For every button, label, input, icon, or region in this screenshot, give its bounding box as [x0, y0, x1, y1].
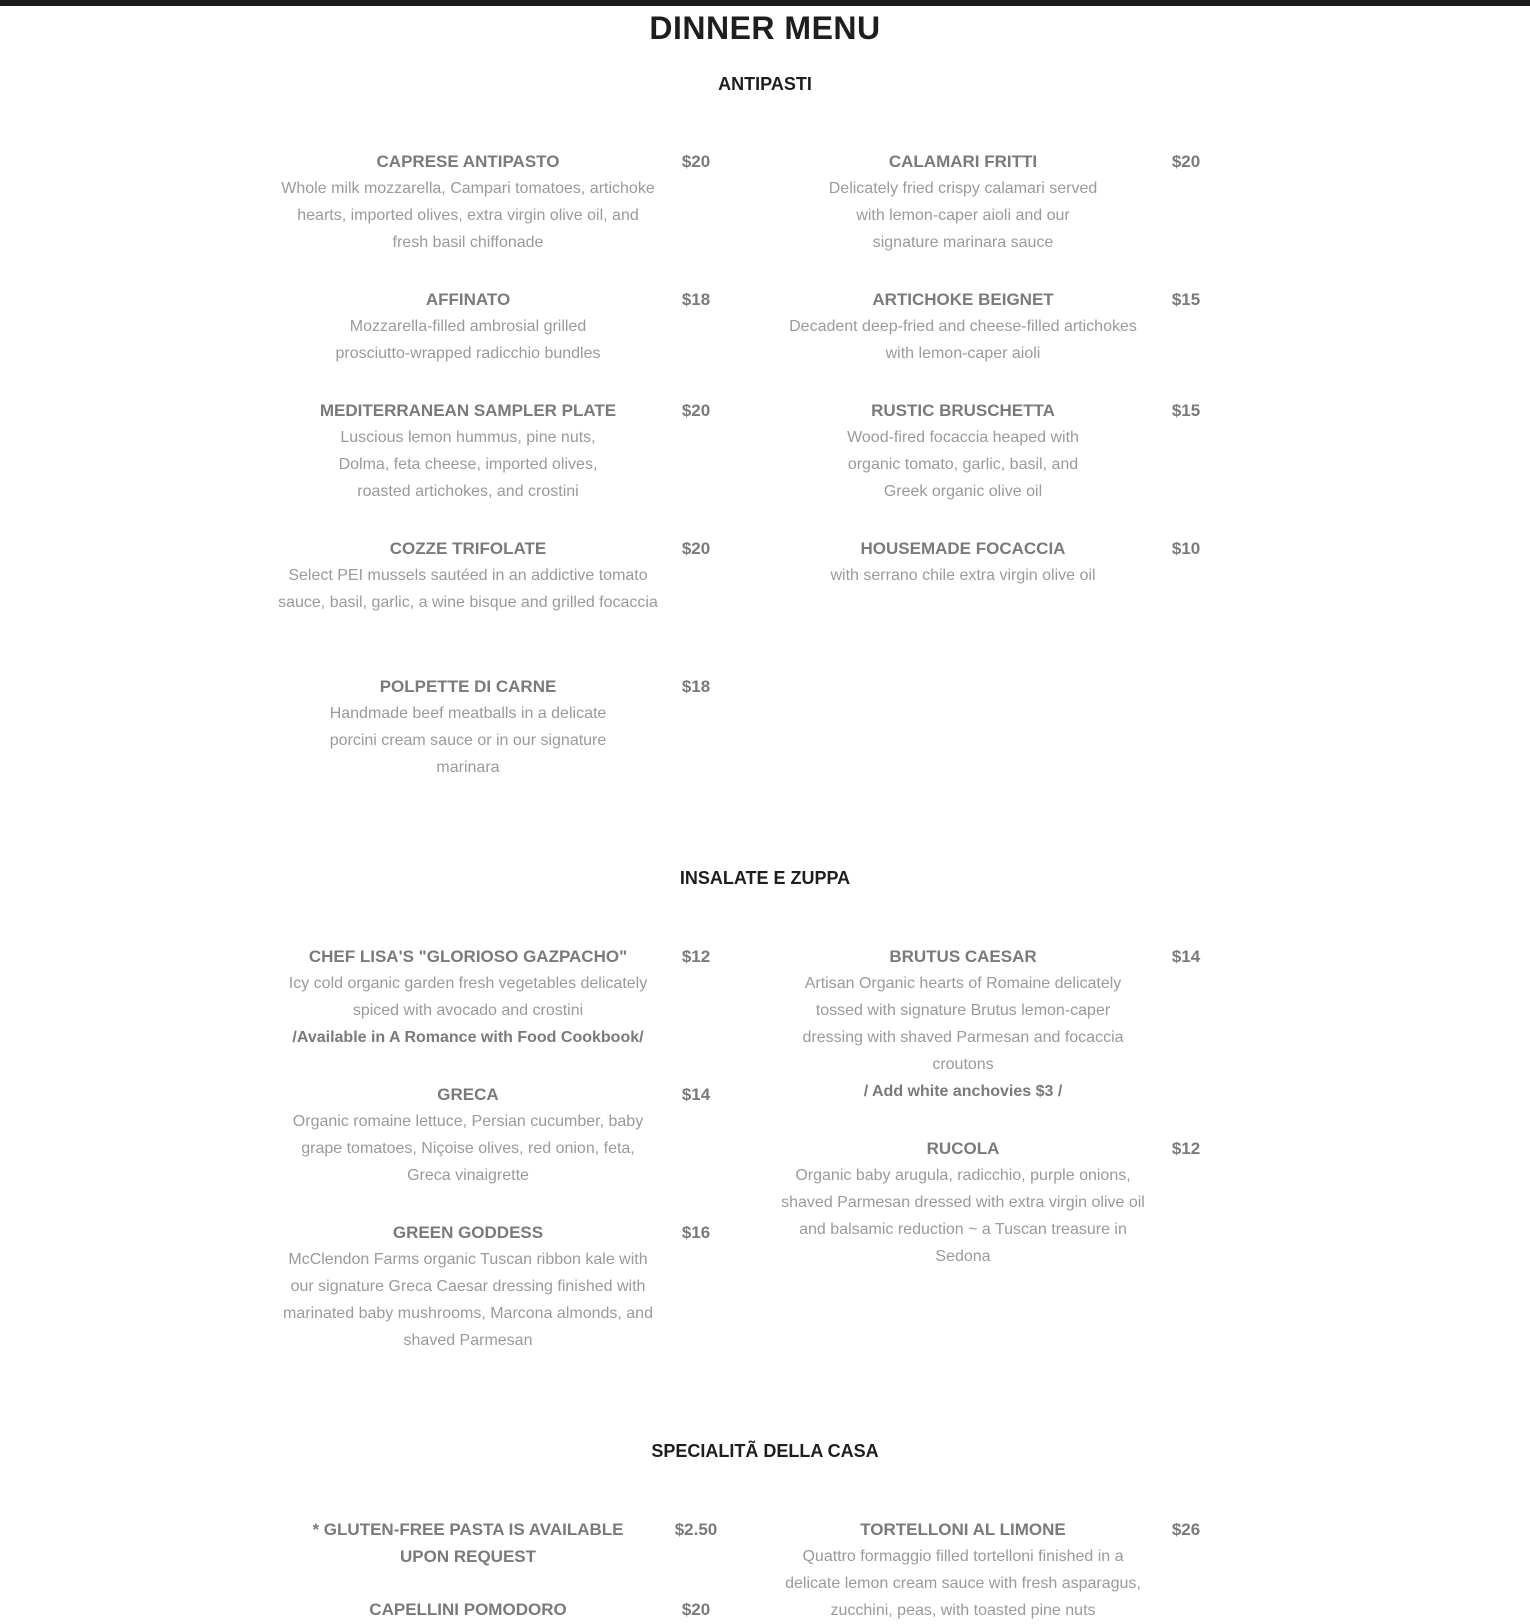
item-price: $18 [681, 677, 711, 696]
item-price: $14 [1171, 947, 1201, 966]
item-description: Whole milk mozzarella, Campari tomatoes, artichoke hearts, imported olives, extra virgin olive oil, and fresh basil chiffonade [281, 180, 655, 251]
item-price: $14 [681, 1085, 711, 1104]
item-description: Select PEI mussels sautéed in an addictive tomato sauce, basil, garlic, a wine bisque and grilled focaccia [278, 567, 658, 611]
item-description: McClendon Farms organic Tuscan ribbon kale with our signature Greca Caesar dressing finished with marinated baby mushrooms, Marcona almonds, and shaved Parmesan [283, 1251, 653, 1349]
item-description: Decadent deep-fried and cheese-filled artichokes with lemon-caper aioli [789, 318, 1137, 362]
item-price: $20 [681, 539, 711, 558]
item-description: with serrano chile extra virgin olive oil [830, 567, 1096, 584]
item-name: COZZE TRIFOLATE [389, 539, 547, 558]
item-description: Organic baby arugula, radicchio, purple onions, shaved Parmesan dressed with extra virgin olive oil and balsamic reduction ~ a Tuscan treasure in Sedona [781, 1167, 1145, 1265]
item-name: RUSTIC BRUSCHETTA [871, 401, 1055, 420]
page-title: DINNER MENU [649, 10, 881, 46]
item-description: Artisan Organic hearts of Romaine delicately tossed with signature Brutus lemon-caper dressing with shaved Parmesan and focaccia croutons [802, 975, 1124, 1073]
item-note: /Available in A Romance with Food Cookbook/ [292, 1029, 644, 1046]
item-description: Wood-fired focaccia heaped with organic tomato, garlic, basil, and Greek organic olive oil [847, 429, 1079, 500]
item-name: GRECA [437, 1085, 499, 1104]
item-description: Icy cold organic garden fresh vegetables delicately spiced with avocado and crostini [288, 975, 648, 1019]
item-name: GREEN GODDESS [392, 1223, 544, 1242]
section-title-insalate: INSALATE E ZUPPA [679, 868, 851, 888]
item-name: BRUTUS CAESAR [889, 947, 1037, 966]
item-price: $12 [681, 947, 711, 966]
item-name: RUCOLA [926, 1139, 1000, 1158]
item-price: $15 [1171, 401, 1201, 420]
item-name: POLPETTE DI CARNE [379, 677, 557, 696]
item-price: $16 [681, 1223, 711, 1242]
item-name: ARTICHOKE BEIGNET [872, 290, 1054, 309]
item-name: CHEF LISA'S "GLORIOSO GAZPACHO" [308, 947, 628, 966]
item-name: CALAMARI FRITTI [888, 152, 1038, 171]
item-description: Mozzarella-filled ambrosial grilled prosciutto-wrapped radicchio bundles [335, 318, 601, 362]
item-note: / Add white anchovies $3 / [863, 1083, 1063, 1100]
item-price: $26 [1171, 1520, 1201, 1539]
item-name: HOUSEMADE FOCACCIA [860, 539, 1066, 558]
section-title-antipasti: ANTIPASTI [718, 74, 812, 94]
item-description: Delicately fried crispy calamari served with lemon-caper aioli and our signature marinara sauce [828, 180, 1098, 251]
item-price: $20 [1171, 152, 1201, 171]
item-description: Luscious lemon hummus, pine nuts, Dolma, feta cheese, imported olives, roasted artichokes, and crostini [338, 429, 598, 500]
item-description: Quattro formaggio filled tortelloni finished in a delicate lemon cream sauce with fresh asparagus, zucchini, peas, with toasted pine nuts [785, 1548, 1141, 1619]
item-price: $20 [681, 401, 711, 420]
item-price: $20 [681, 152, 711, 171]
section-title-specialita: SPECIALITÃ DELLA CASA [651, 1441, 879, 1461]
top-bar [0, 0, 1530, 6]
item-description: Organic romaine lettuce, Persian cucumber, baby grape tomatoes, Niçoise olives, red onion, feta, Greca vinaigrette [292, 1113, 644, 1184]
item-price: $12 [1171, 1139, 1201, 1158]
item-name: TORTELLONI AL LIMONE [860, 1520, 1066, 1539]
item-price: $20 [681, 1600, 711, 1619]
item-name: AFFINATO [425, 290, 511, 309]
item-price: $18 [681, 290, 711, 309]
item-name: * GLUTEN-FREE PASTA IS AVAILABLE UPON REQUEST [312, 1520, 624, 1566]
item-name: MEDITERRANEAN SAMPLER PLATE [319, 401, 617, 420]
item-price: $10 [1171, 539, 1201, 558]
item-price: $2.50 [674, 1520, 718, 1539]
item-name: CAPELLINI POMODORO [369, 1600, 567, 1619]
item-name: CAPRESE ANTIPASTO [376, 152, 560, 171]
item-description: Handmade beef meatballs in a delicate porcini cream sauce or in our signature marinara [329, 705, 607, 776]
item-price: $15 [1171, 290, 1201, 309]
